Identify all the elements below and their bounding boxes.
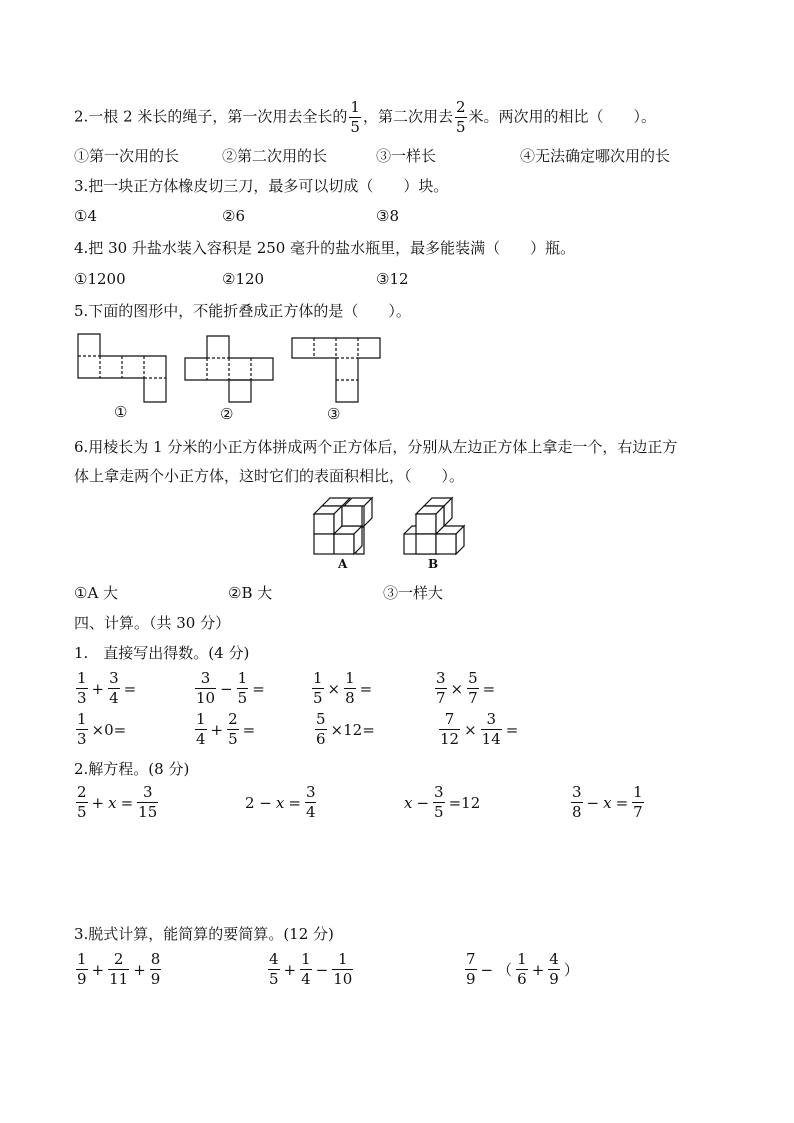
numerator: 1 <box>345 669 355 687</box>
question-6-line-2: 体上拿走两个小正方体，这时它们的表面积相比，（ ）。 <box>74 467 465 485</box>
equals: = <box>482 679 496 698</box>
right-paren: ） <box>563 961 579 979</box>
denominator: 9 <box>150 970 161 988</box>
q3-option-2: ②6 <box>222 207 245 225</box>
denominator: 9 <box>77 970 87 988</box>
denominator: 3 <box>77 730 87 748</box>
numerator: 1 <box>301 950 311 968</box>
q6-option-2: ②B 大 <box>228 584 273 602</box>
numerator: 1 <box>237 669 248 687</box>
question-3: 3.把一块正方体橡皮切三刀，最多可以切成（ ）块。 <box>74 177 449 195</box>
net-label-1: ① <box>114 403 128 421</box>
operator: + <box>283 960 297 979</box>
calc-3-title: 3.脱式计算，能简算的要简算。(12 分) <box>74 925 334 943</box>
numerator: 3 <box>572 783 582 801</box>
denominator: 5 <box>313 689 323 707</box>
numerator: 3 <box>109 669 119 687</box>
calc-2-title: 2.解方程。(8 分) <box>74 760 190 778</box>
denominator: 5 <box>269 970 279 988</box>
numerator: 5 <box>468 669 478 687</box>
numerator: 2 <box>108 952 129 970</box>
net-label-2: ② <box>220 405 234 423</box>
denominator: 9 <box>466 970 476 988</box>
numerator: 1 <box>633 783 643 801</box>
right-term: =12 <box>448 793 481 812</box>
operator: − <box>315 960 329 979</box>
q2-option-4: ④无法确定哪次用的长 <box>520 147 671 165</box>
denominator: 5 <box>77 803 87 821</box>
operator: ×12= <box>330 720 375 739</box>
equals: = <box>120 793 134 812</box>
calc-1-item-7 <box>313 712 377 747</box>
numerator: 3 <box>195 671 216 689</box>
numerator: 3 <box>434 783 444 801</box>
expression-2 <box>266 952 355 987</box>
calc-1-title: 1. 直接写出得数。(4 分) <box>74 644 250 662</box>
numerator: 8 <box>150 950 161 968</box>
denominator: 9 <box>549 970 559 988</box>
operator: − <box>416 793 430 812</box>
numerator: 1 <box>517 950 527 968</box>
denominator: 8 <box>572 803 582 821</box>
variable-x: x <box>275 793 285 812</box>
denominator: 8 <box>345 689 355 707</box>
q3-option-3: ③8 <box>376 207 399 225</box>
denominator: 12 <box>440 730 460 748</box>
calc-1-item-6 <box>193 712 257 747</box>
question-4: 4.把 30 升盐水装入容积是 250 毫升的盐水瓶里，最多能装满（ ）瓶。 <box>74 239 576 257</box>
numerator: 1 <box>332 952 353 970</box>
equation-4 <box>569 785 646 820</box>
equation-1 <box>74 785 160 820</box>
numerator: 3 <box>305 783 316 801</box>
operator: × <box>327 679 341 698</box>
q4-option-1: ①1200 <box>74 270 126 288</box>
numerator: 1 <box>313 669 323 687</box>
q6-option-1: ①A 大 <box>74 584 119 602</box>
equals: = <box>505 720 519 739</box>
q2-option-1: ①第一次用的长 <box>74 147 180 165</box>
operator: ×0= <box>91 720 127 739</box>
denominator: 15 <box>138 803 158 821</box>
q6-option-3: ③一样大 <box>383 584 444 602</box>
calc-1-item-1 <box>74 671 138 706</box>
numerator: 1 <box>77 710 87 728</box>
equals: = <box>242 720 256 739</box>
variable-x: x <box>108 793 117 812</box>
numerator: 2 <box>455 98 466 116</box>
calc-1-item-2 <box>193 671 267 706</box>
expression-1 <box>74 952 163 987</box>
denominator: 5 <box>434 803 444 821</box>
denominator: 4 <box>305 803 316 821</box>
operator: + <box>91 679 105 698</box>
expression-3 <box>463 952 581 987</box>
denominator: 3 <box>77 689 87 707</box>
operator: + <box>91 960 105 979</box>
denominator: 5 <box>350 118 360 136</box>
denominator: 5 <box>237 689 248 707</box>
q4-option-3: ③12 <box>376 270 409 288</box>
numerator: 4 <box>549 950 559 968</box>
q2-option-2: ②第二次用的长 <box>222 147 328 165</box>
denominator: 7 <box>633 803 643 821</box>
variable-x: x <box>404 793 413 812</box>
denominator: 4 <box>301 970 311 988</box>
numerator: 1 <box>77 950 87 968</box>
calc-1-item-5 <box>74 712 128 747</box>
figure-a <box>314 498 372 554</box>
operator: + <box>210 720 224 739</box>
denominator: 6 <box>316 730 326 748</box>
denominator: 10 <box>196 689 216 707</box>
numerator: 1 <box>196 710 206 728</box>
numerator: 5 <box>316 710 326 728</box>
net-label-3: ③ <box>327 405 341 423</box>
operator: + <box>91 793 105 812</box>
section-4-title: 四、计算。（共 30 分） <box>74 614 231 632</box>
variable-x: x <box>603 793 612 812</box>
calc-1-item-8 <box>437 712 520 747</box>
operator: × <box>450 679 464 698</box>
operator: − <box>586 793 600 812</box>
equation-2 <box>243 785 318 820</box>
denominator: 4 <box>196 730 206 748</box>
q4-option-2: ②120 <box>222 270 265 288</box>
operator: − <box>480 960 494 979</box>
numerator: 2 <box>77 783 87 801</box>
denominator: 14 <box>481 730 501 748</box>
numerator: 3 <box>137 785 158 803</box>
equals: = <box>288 793 301 812</box>
numerator: 3 <box>481 712 502 730</box>
denominator: 6 <box>517 970 527 988</box>
q2-text-pre: 2.一根 2 米长的绳子，第一次用去全长的 <box>74 107 348 126</box>
equation-3 <box>402 785 482 820</box>
numerator: 7 <box>466 950 476 968</box>
denominator: 11 <box>109 970 129 988</box>
denominator: 7 <box>468 689 478 707</box>
numerator: 3 <box>436 669 446 687</box>
operator: + <box>531 960 545 979</box>
q2-text-post: 米。两次用的相比（ ）。 <box>468 107 657 126</box>
equals: = <box>359 679 373 698</box>
numerator: 1 <box>77 669 87 687</box>
q2-text-mid: ，第二次用去 <box>362 107 453 126</box>
q2-option-3: ③一样长 <box>376 147 437 165</box>
numerator: 1 <box>350 98 360 116</box>
denominator: 4 <box>109 689 119 707</box>
equals: = <box>252 679 265 698</box>
calc-1-item-4 <box>433 671 497 706</box>
numerator: 7 <box>439 712 460 730</box>
denominator: 7 <box>436 689 446 707</box>
calc-1-item-3 <box>310 671 374 706</box>
equals: = <box>123 679 137 698</box>
denominator: 10 <box>333 970 353 988</box>
numerator: 2 <box>228 710 238 728</box>
denominator: 5 <box>228 730 238 748</box>
q3-option-1: ①4 <box>74 207 97 225</box>
question-5: 5.下面的图形中，不能折叠成正方体的是（ ）。 <box>74 302 411 320</box>
operator: + <box>133 960 146 979</box>
figure-label-a: A <box>338 557 348 571</box>
operator: − <box>220 679 233 698</box>
figure-label-b: B <box>428 557 439 571</box>
question-6-line-1: 6.用棱长为 1 分米的小正方体拼成两个正方体后，分别从左边正方体上拿走一个，右边正方 <box>74 438 678 456</box>
equals: = <box>615 793 629 812</box>
figure-b <box>404 498 464 554</box>
numerator: 4 <box>269 950 279 968</box>
left-paren: （ <box>497 961 513 979</box>
denominator: 5 <box>455 118 466 136</box>
left-term: 2 − <box>245 793 272 812</box>
operator: × <box>464 720 477 739</box>
